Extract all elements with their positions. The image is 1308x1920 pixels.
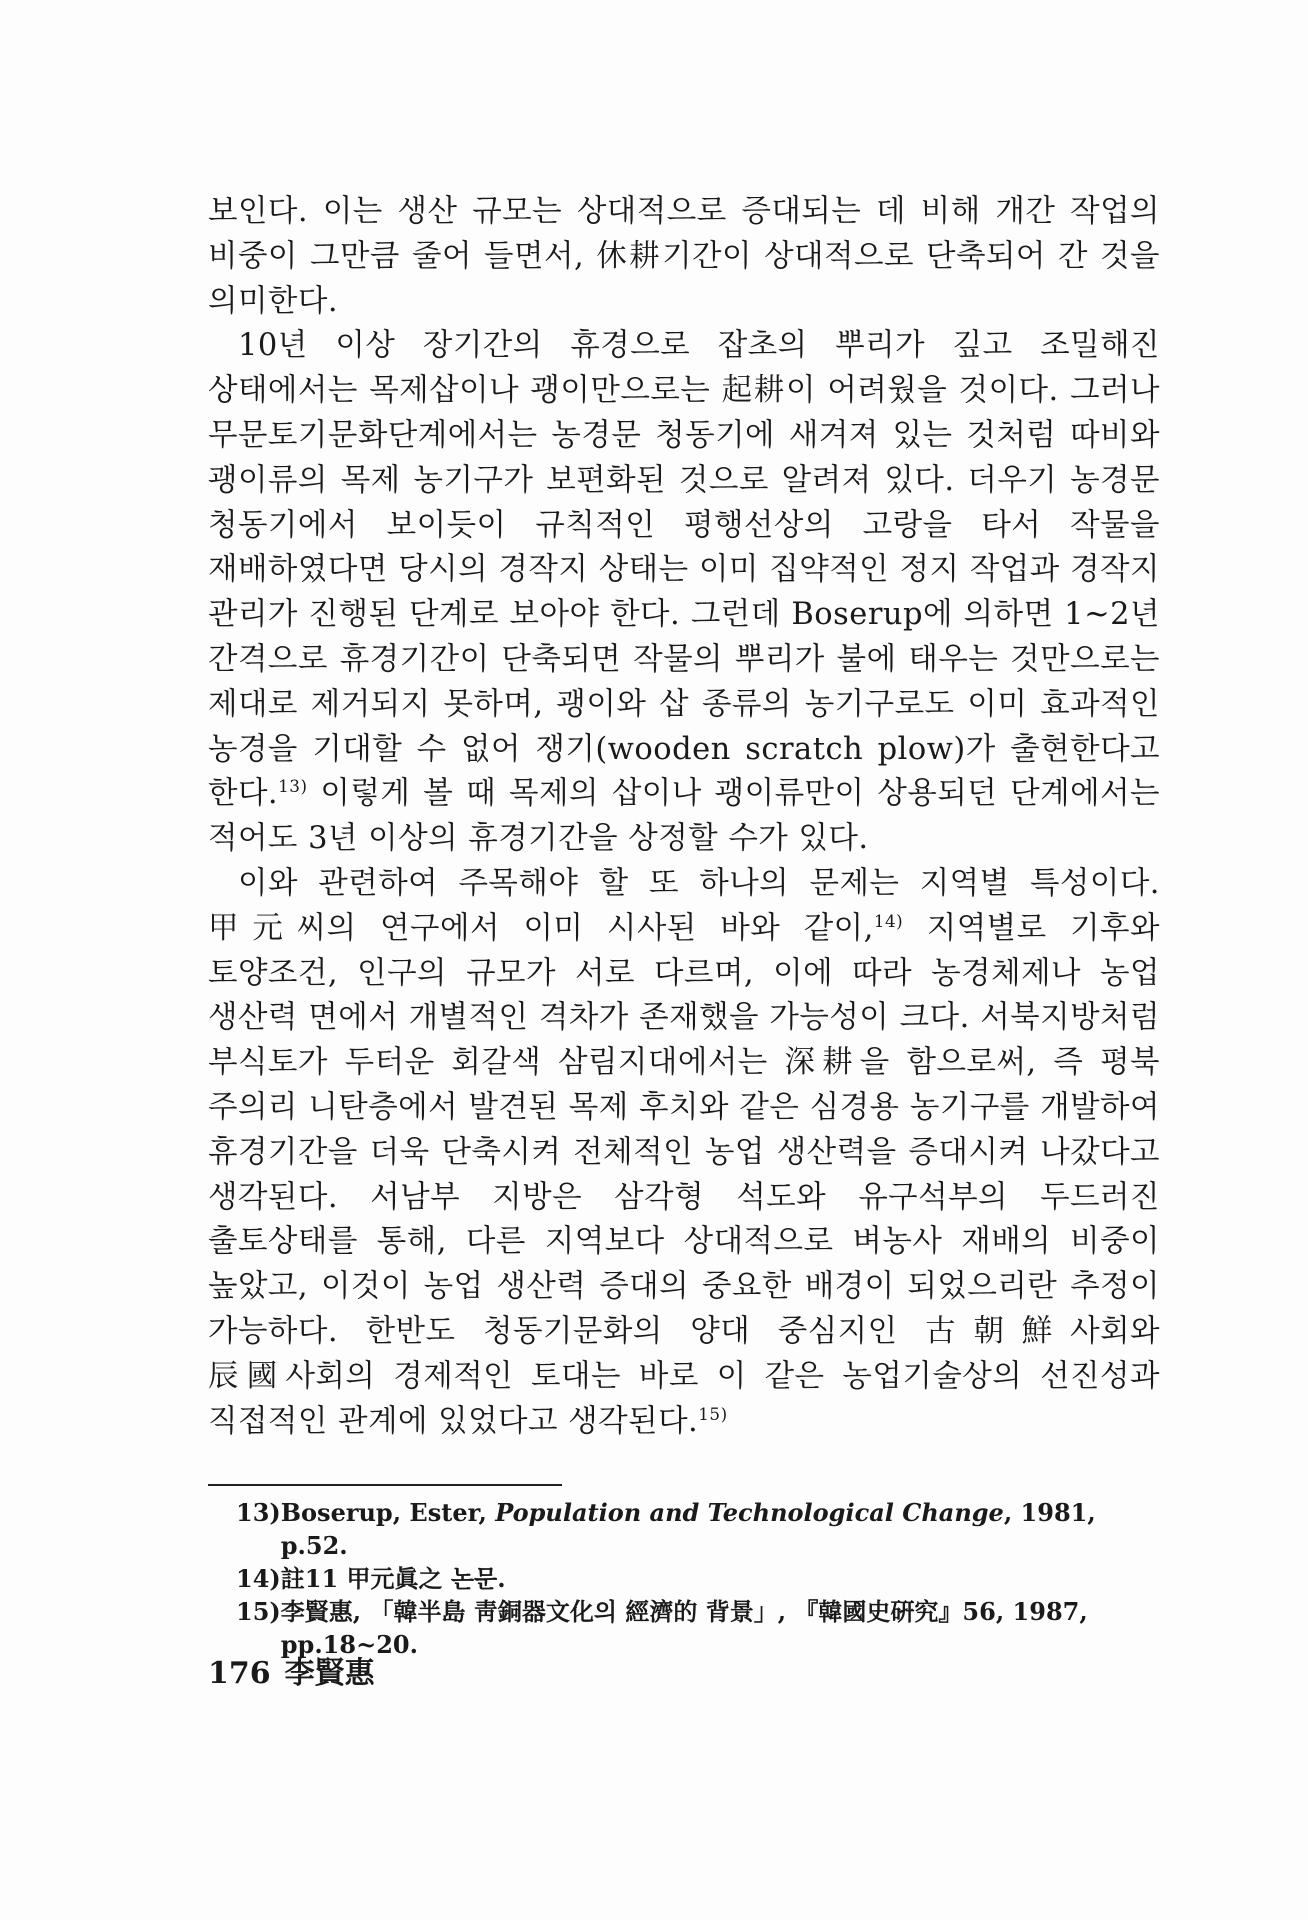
body-text xyxy=(208,190,1160,1444)
footnote-text: 註11 甲元眞之 논문. xyxy=(280,1564,506,1593)
footnote-ref-14: 14) xyxy=(873,910,904,931)
footnote-divider xyxy=(208,1484,562,1486)
footnote-publication: , 1981, p.52. xyxy=(280,1498,1096,1560)
footnote-number: 13) xyxy=(236,1498,281,1527)
footnote-number: 14) xyxy=(236,1564,281,1593)
running-author: 李賢惠 xyxy=(284,1656,375,1691)
footnote-text: 李賢惠, 「韓半島 靑銅器文化의 經濟的 背景」, 『韓國史硏究』56, 1987, pp.18~20. xyxy=(280,1597,1088,1659)
footnote-ref-13: 13) xyxy=(278,776,308,797)
paragraph-3-text: 이와 관련하여 주목해야 할 또 하나의 문제는 지역별 특성이다. 甲元씨의 연구에서 이미 시사된 바와 같이, xyxy=(208,865,1160,946)
page-number: 176 xyxy=(208,1656,271,1691)
paragraph-3-tail: 지역별로 기후와 토양조건, 인구의 규모가 서로 다르며, 이에 따라 농경체제나 농업 생산력 면에서 개별적인 격차가 존재했을 가능성이 크다. 서북지방처럼 부식토가 두터운 회갈색 삼림지대에서는 深耕을 함으로써, 즉 평북 주의리 니탄층에서 발견된 목제 후치와 같은 심경용 농기구를 개발하여 휴경기간을 더욱 단축시켜 전체적인 농업 생산력을 증대시켜 나갔다고 생각된다. 서남부 지방은 삼각형 석도와 유구석부의 두드러진 출토상태를 통해, 다른 지역보다 상대적으로 벼농사 재배의 비중이 높았고, 이것이 농업 생산력 증대의 중요한 배경이 되었으리란 추정이 가능하다. 한반도 청동기문화의 양대 중심지인 古朝鮮사회와 辰國사회의 경제적인 토대는 바로 이 같은 농업기술상의 선진성과 직접적인 관계에 있었다고 생각된다. xyxy=(208,910,1160,1439)
page-footer xyxy=(208,1656,389,1692)
footnote-author: Boserup, Ester, xyxy=(280,1498,496,1527)
footnote-text xyxy=(281,1496,1160,1562)
footnote-15 xyxy=(236,1595,1160,1661)
paragraph-1 xyxy=(208,190,1160,324)
footnote-number: 15) xyxy=(236,1597,281,1626)
paragraph-2-text: 10년 이상 장기간의 휴경으로 잡초의 뿌리가 깊고 조밀해진 상태에서는 목제삽이나 괭이만으로는 起耕이 어려웠을 것이다. 그러나 무문토기문화단계에서는 농경문 청동기에 새겨져 있는 것처럼 따비와 괭이류의 목제 농기구가 보편화된 것으로 알려져 있다. 더우기 농경문 청동기에서 보이듯이 규칙적인 평행선상의 고랑을 타서 작물을 재배하였다면 당시의 경작지 상태는 이미 집약적인 정지 작업과 경작지 관리가 진행된 단계로 보아야 한다. 그런데 Boserup에 의하면 1~2년 간격으로 휴경기간이 단축되면 작물의 뿌리가 불에 태우는 것만으로는 제대로 제거되지 못하며, 괭이와 삽 종류의 농기구로도 이미 효과적인 농경을 기대할 수 없어 쟁기(wooden scratch plow)가 출현한다고 한다. xyxy=(208,328,1160,812)
footnote-14 xyxy=(236,1562,1160,1595)
paragraph-1-text: 보인다. 이는 생산 규모는 상대적으로 증대되는 데 비해 개간 작업의 비중이 그만큼 줄어 들면서, 休耕기간이 상대적으로 단축되어 간 것을 의미한다. xyxy=(208,194,1160,319)
footnote-book-title: Population and Technological Change xyxy=(495,1498,1004,1527)
footnote-13 xyxy=(236,1496,1160,1562)
paragraph-3 xyxy=(208,862,1160,1444)
footnotes xyxy=(236,1496,1160,1661)
footnote-ref-15: 15) xyxy=(698,1403,728,1424)
paragraph-2-tail: 이렇게 볼 때 목제의 삽이나 괭이류만이 상용되던 단계에서는 적어도 3년 이상의 휴경기간을 상정할 수가 있다. xyxy=(208,776,1160,857)
paragraph-2 xyxy=(208,324,1160,862)
